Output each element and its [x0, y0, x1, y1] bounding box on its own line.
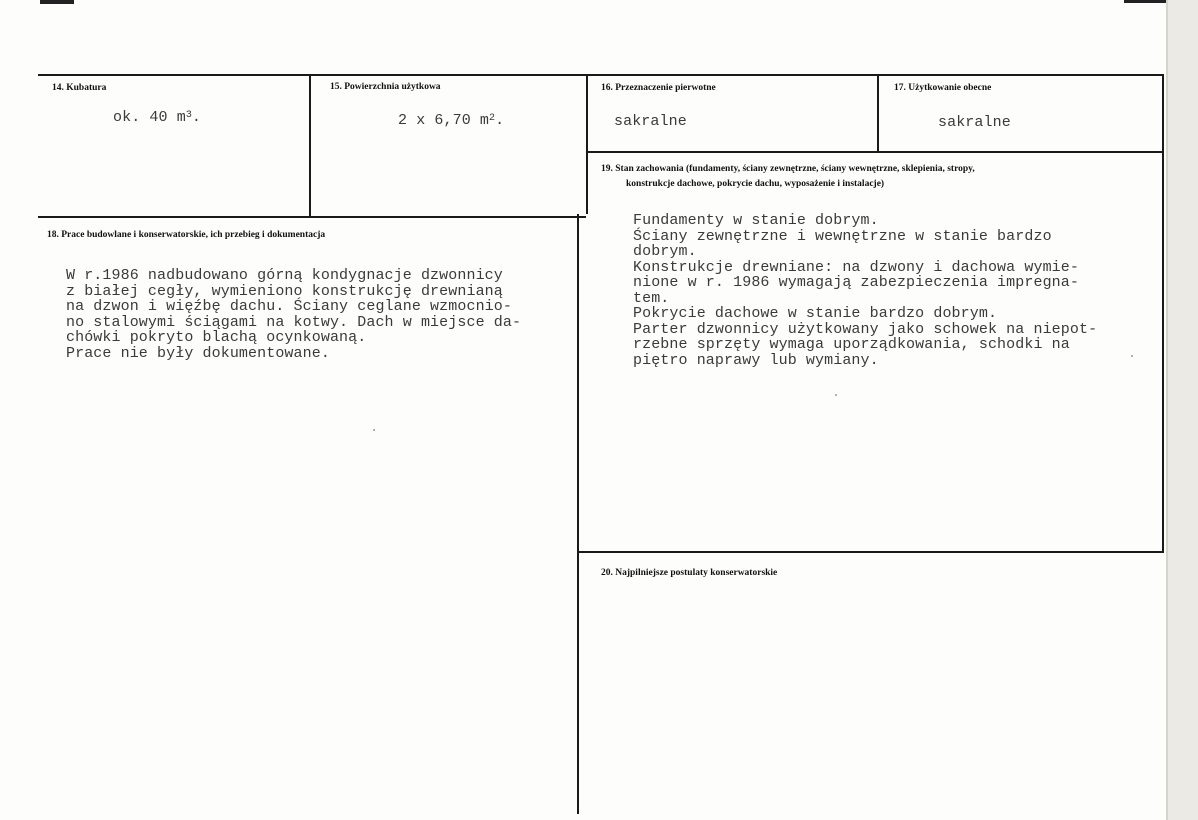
field-19-line: Ściany zewnętrzne i wewnętrzne w stanie bardzo — [633, 227, 1052, 245]
field-14-value-text: ok. 40 m — [113, 109, 186, 126]
field-14-value-exponent: 3 — [185, 110, 192, 121]
field-20-label: 20. Najpilniejsze postulaty konserwatorskie — [601, 568, 778, 578]
field-19-label-line2: konstrukcje dachowe, pokrycie dachu, wyposażenie i instalacje) — [626, 179, 885, 189]
row-top-border — [38, 74, 1164, 76]
row-16-17-bottom-border — [586, 151, 1164, 153]
field-18-line: no stalowymi ściągami na kotwy. Dach w miejsce da- — [66, 313, 522, 331]
paper-speck — [1131, 355, 1133, 357]
field-19-label-line1: 19. Stan zachowania (fundamenty, ściany zewnętrzne, ściany wewnętrzne, sklepienia, stropy, — [601, 164, 975, 174]
field-19-line: piętro naprawy lub wymiany. — [633, 351, 879, 369]
divider-16-17 — [877, 74, 879, 152]
field-19-line: dobrym. — [633, 243, 697, 260]
field-19-line: tem. — [633, 289, 670, 307]
field-17-value: sakralne — [938, 114, 1011, 131]
field-17-label: 17. Użytkowanie obecne — [894, 83, 992, 93]
field-16-value: sakralne — [614, 113, 687, 130]
field-18-top-border — [38, 216, 586, 218]
page-edge-shadow — [1166, 0, 1198, 820]
field-19-line: Parter dzwonnicy użytkowany jako schowek na niepot- — [633, 320, 1098, 338]
top-edge-mark-left — [40, 0, 74, 4]
field-19-line: rzebne sprzęty wymaga uporządkowania, schodki na — [633, 336, 1070, 353]
field-15-value-exponent: 2 — [489, 113, 496, 124]
divider-15-16 — [586, 74, 588, 214]
field-15-label: 15. Powierzchnia użytkowa — [330, 82, 441, 92]
center-divider — [577, 214, 579, 814]
field-14-label: 14. Kubatura — [52, 83, 107, 93]
field-19-line: Fundamenty w stanie dobrym. — [633, 212, 879, 229]
field-18-line: Prace nie były dokumentowane. — [66, 344, 330, 362]
field-16-label: 16. Przeznaczenie pierwotne — [601, 83, 716, 93]
field-18-line: chówki pokryto blachą ocynkowaną. — [66, 329, 367, 346]
field-19-line: Pokrycie dachowe w stanie bardzo dobrym. — [633, 305, 998, 322]
field-14-value-suffix: . — [191, 109, 202, 126]
field-20-top-border — [577, 551, 1164, 553]
field-18-line: na dzwon i więźbę dachu. Ściany ceglane wzmocnio- — [66, 298, 512, 315]
field-18-text — [66, 268, 521, 361]
field-15-value-text: 2 x 6,70 m — [398, 112, 490, 129]
field-18-label: 18. Prace budowlane i konserwatorskie, ich przebieg i dokumentacja — [47, 230, 326, 240]
divider-14-15 — [309, 74, 311, 217]
field-19-line: Konstrukcje drewniane: na dzwony i dachowa wymie- — [633, 258, 1079, 276]
field-19-text — [633, 213, 1097, 368]
field-15-value-suffix: . — [495, 112, 505, 129]
top-edge-mark-right — [1124, 0, 1166, 3]
field-14-value — [113, 110, 201, 126]
paper-speck — [373, 429, 375, 431]
field-19-line: nione w r. 1986 wymagają zabezpieczenia impregna- — [633, 274, 1079, 291]
field-19-right-border — [1162, 74, 1164, 552]
field-18-line: W r.1986 nadbudowano górną kondygnacje dzwonnicy — [66, 267, 503, 284]
field-18-line: z białej cegły, wymieniono konstrukcję drewnianą — [66, 282, 503, 300]
paper-speck — [835, 394, 837, 396]
field-15-value — [398, 113, 504, 129]
